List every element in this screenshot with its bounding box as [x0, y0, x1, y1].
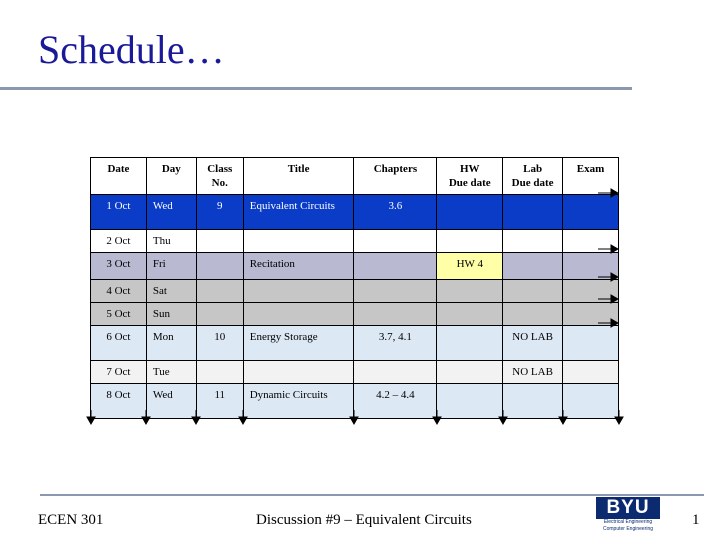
byu-logo — [596, 497, 660, 539]
table-row — [91, 384, 619, 419]
header-lab-line1: Lab — [523, 163, 543, 175]
cell-title — [243, 303, 354, 326]
logo-line-ee: Electrical Engineering — [603, 519, 653, 525]
cell-day: Wed — [146, 195, 196, 230]
cell-hw — [437, 326, 503, 361]
header-lab-line2: Due date — [511, 177, 554, 189]
cell-lab: NO LAB — [503, 326, 563, 361]
cell-class-no: 10 — [196, 326, 243, 361]
table-row — [91, 230, 619, 253]
header-title: Title — [243, 158, 354, 195]
header-hw-line1: HW — [459, 163, 480, 175]
cell-day: Mon — [146, 326, 196, 361]
cell-class-no — [196, 253, 243, 280]
cell-class-no — [196, 303, 243, 326]
cell-date: 8 Oct — [91, 384, 147, 419]
cell-exam — [563, 361, 619, 384]
cell-title — [243, 280, 354, 303]
cell-lab — [503, 303, 563, 326]
table-row — [91, 280, 619, 303]
header-hw-due — [437, 158, 503, 195]
cell-date: 5 Oct — [91, 303, 147, 326]
cell-class-no: 11 — [196, 384, 243, 419]
cell-day: Sat — [146, 280, 196, 303]
footer-topic: Discussion #9 – Equivalent Circuits — [256, 512, 472, 528]
cell-class-no: 9 — [196, 195, 243, 230]
cell-hw — [437, 280, 503, 303]
cell-chapters: 3.6 — [354, 195, 437, 230]
cell-title — [243, 361, 354, 384]
cell-chapters — [354, 303, 437, 326]
cell-day: Thu — [146, 230, 196, 253]
cell-lab — [503, 195, 563, 230]
cell-chapters — [354, 230, 437, 253]
cell-lab — [503, 280, 563, 303]
cell-day: Sun — [146, 303, 196, 326]
slide-title: Schedule… — [38, 27, 225, 72]
title-divider — [0, 87, 632, 90]
header-class-no — [196, 158, 243, 195]
cell-day: Tue — [146, 361, 196, 384]
cell-chapters — [354, 253, 437, 280]
cell-exam — [563, 253, 619, 280]
cell-date: 2 Oct — [91, 230, 147, 253]
cell-exam — [563, 303, 619, 326]
cell-lab — [503, 253, 563, 280]
footer-divider — [40, 494, 704, 496]
cell-title: Energy Storage — [243, 326, 354, 361]
table-header-row — [91, 158, 619, 195]
cell-exam — [563, 384, 619, 419]
cell-day: Fri — [146, 253, 196, 280]
cell-lab — [503, 384, 563, 419]
cell-exam — [563, 230, 619, 253]
cell-hw — [437, 230, 503, 253]
cell-title — [243, 230, 354, 253]
table-row — [91, 253, 619, 280]
table-row — [91, 195, 619, 230]
header-exam: Exam — [563, 158, 619, 195]
cell-class-no — [196, 361, 243, 384]
cell-exam — [563, 326, 619, 361]
cell-date: 3 Oct — [91, 253, 147, 280]
cell-date: 1 Oct — [91, 195, 147, 230]
cell-title: Dynamic Circuits — [243, 384, 354, 419]
cell-class-no — [196, 280, 243, 303]
cell-lab — [503, 230, 563, 253]
cell-hw — [437, 384, 503, 419]
header-lab-due — [503, 158, 563, 195]
cell-day: Wed — [146, 384, 196, 419]
table-row — [91, 303, 619, 326]
page-number: 1 — [692, 512, 700, 528]
footer-course: ECEN 301 — [38, 512, 104, 528]
header-class-no-line1: Class — [207, 163, 233, 175]
cell-exam — [563, 195, 619, 230]
cell-lab: NO LAB — [503, 361, 563, 384]
cell-class-no — [196, 230, 243, 253]
cell-chapters — [354, 280, 437, 303]
cell-chapters: 4.2 – 4.4 — [354, 384, 437, 419]
cell-chapters: 3.7, 4.1 — [354, 326, 437, 361]
cell-date: 7 Oct — [91, 361, 147, 384]
header-day: Day — [146, 158, 196, 195]
cell-chapters — [354, 361, 437, 384]
cell-title: Equivalent Circuits — [243, 195, 354, 230]
cell-hw: HW 4 — [437, 253, 503, 280]
header-date: Date — [91, 158, 147, 195]
logo-line-ce: Computer Engineering — [602, 526, 654, 532]
cell-hw — [437, 303, 503, 326]
header-hw-line2: Due date — [448, 177, 491, 189]
cell-date: 6 Oct — [91, 326, 147, 361]
table-row — [91, 326, 619, 361]
header-class-no-line2: No. — [211, 177, 228, 189]
cell-exam — [563, 280, 619, 303]
cell-hw — [437, 195, 503, 230]
byu-logo-mark: BYU — [596, 497, 660, 519]
schedule-table — [90, 157, 619, 419]
table-row — [91, 361, 619, 384]
cell-date: 4 Oct — [91, 280, 147, 303]
cell-title: Recitation — [243, 253, 354, 280]
cell-hw — [437, 361, 503, 384]
header-chapters: Chapters — [354, 158, 437, 195]
